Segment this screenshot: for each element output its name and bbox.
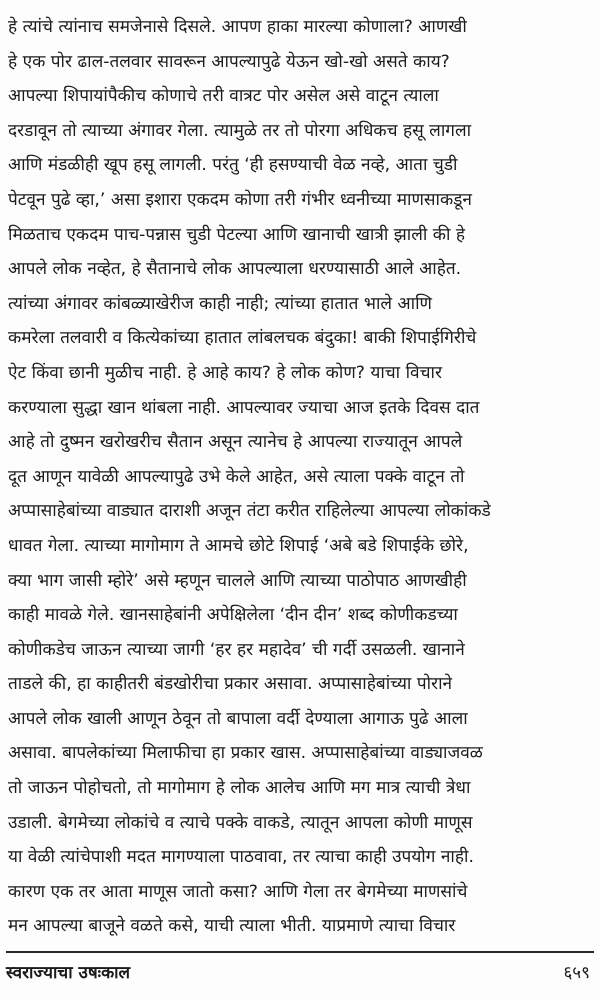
text-line: ताडले की, हा काहीतरी बंडखोरीचा प्रकार असावा. अप्पासाहेबांच्या पोराने [8, 674, 453, 695]
text-line: धावत गेला. त्याच्या मागोमाग ते आमचे छोटे शिपाई ‘अबे बडे शिपाईके छोरे, [8, 535, 469, 556]
page-footer [6, 954, 594, 990]
text-line: आपल्या शिपायांपैकीच कोणाचे तरी वात्रट पोर असेल असे वाटून त्याला [8, 86, 439, 107]
text-line: या वेळी त्यांचेपाशी मदत मागण्याला पाठवावा, तर त्याचा काही उपयोग नाही. [8, 847, 474, 868]
text-line: मन आपल्या बाजूने वळते कसे, याची त्याला भीती. याप्रमाणे त्याचा विचार [8, 916, 456, 937]
text-line: काही मावळे गेले. खानसाहेबांनी अपेक्षिलेला ‘दीन दीन’ शब्द कोणीकडच्या [8, 605, 458, 626]
book-title: स्वराज्याचा उषःकाल [6, 963, 131, 983]
page-number: ६५९ [563, 963, 590, 983]
text-line: दूत आणून यावेळी आपल्यापुढे उभे केले आहेत, असे त्याला पक्के वाटून तो [8, 466, 465, 487]
text-line: ऐट किंवा छानी मुळीच नाही. हे आहे काय? हे लोक कोण? याचा विचार [8, 362, 443, 383]
text-line: क्या भाग जासी म्होरे’ असे म्हणून चालले आणि त्याच्या पाठोपाठ आणखीही [8, 570, 467, 591]
text-line: आपले लोक खाली आणून ठेवून तो बापाला वर्दी देण्याला आगाऊ पुढे आला [8, 708, 468, 729]
text-line: हे त्यांचे त्यांनाच समजेनासे दिसले. आपण हाका मारल्या कोणाला? आणखी [8, 17, 467, 37]
text-line: हे एक पोर ढाल-तलवार सावरून आपल्यापुढे येऊन खो-खो असते काय? [8, 51, 450, 72]
body-text [8, 10, 593, 944]
text-line: उडाली. बेगमेच्या लोकांचे व त्याचे पक्के वाकडे, त्यातून आपला कोणी माणूस [8, 812, 473, 833]
text-line: कारण एक तर आता माणूस जातो कसा? आणि गेला तर बेगमेच्या माणसांचे [8, 881, 468, 902]
text-line: अप्पासाहेबांच्या वाड्यात दाराशी अजून तंटा करीत राहिलेल्या आपल्या लोकांकडे [8, 501, 491, 522]
text-line: दरडावून तो त्याच्या अंगावर गेला. त्यामुळे तर तो पोरगा अधिकच हसू लागला [8, 120, 472, 141]
text-line: आहे तो दुष्मन खरोखरीच सैतान असून त्यानेच हे आपल्या राज्यातून आपले [8, 432, 463, 453]
text-line: त्यांच्या अंगावर कांबळ्याखेरीज काही नाही; त्यांच्या हातात भाले आणि [8, 293, 432, 314]
text-line: तो जाऊन पोहोचतो, तो मागोमाग हे लोक आलेच आणि मग मात्र त्याची त्रेधा [8, 778, 471, 799]
text-line: आपले लोक नव्हेत, हे सैतानाचे लोक आपल्याला धरण्यासाठी आले आहेत. [8, 259, 462, 280]
text-line: असावा. बापलेकांच्या मिलाफीचा हा प्रकार खास. अप्पासाहेबांच्या वाड्याजवळ [8, 743, 483, 764]
text-line: करण्याला सुद्धा खान थांबला नाही. आपल्यावर ज्याचा आज इतके दिवस दात [8, 397, 480, 418]
text-line: कोणीकडेच जाऊन त्याच्या जागी ‘हर हर महादेव’ ची गर्दी उसळली. खानाने [8, 639, 465, 660]
text-line: कमरेला तलवारी व कित्येकांच्या हातात लांबलचक बंदुका! बाकी शिपाईगिरीचे [8, 328, 477, 349]
text-line: पेटवून पुढे व्हा,’ असा इशारा एकदम कोणा तरी गंभीर ध्वनीच्या माणसाकडून [8, 189, 472, 210]
text-line: मिळताच एकदम पाच-पन्नास चुडी पेटल्या आणि खानाची खात्री झाली की हे [8, 224, 466, 245]
footer-divider [6, 951, 594, 953]
text-line: आणि मंडळीही खूप हसू लागली. परंतु ‘ही हसण्याची वेळ नव्हे, आता चुडी [8, 155, 458, 176]
